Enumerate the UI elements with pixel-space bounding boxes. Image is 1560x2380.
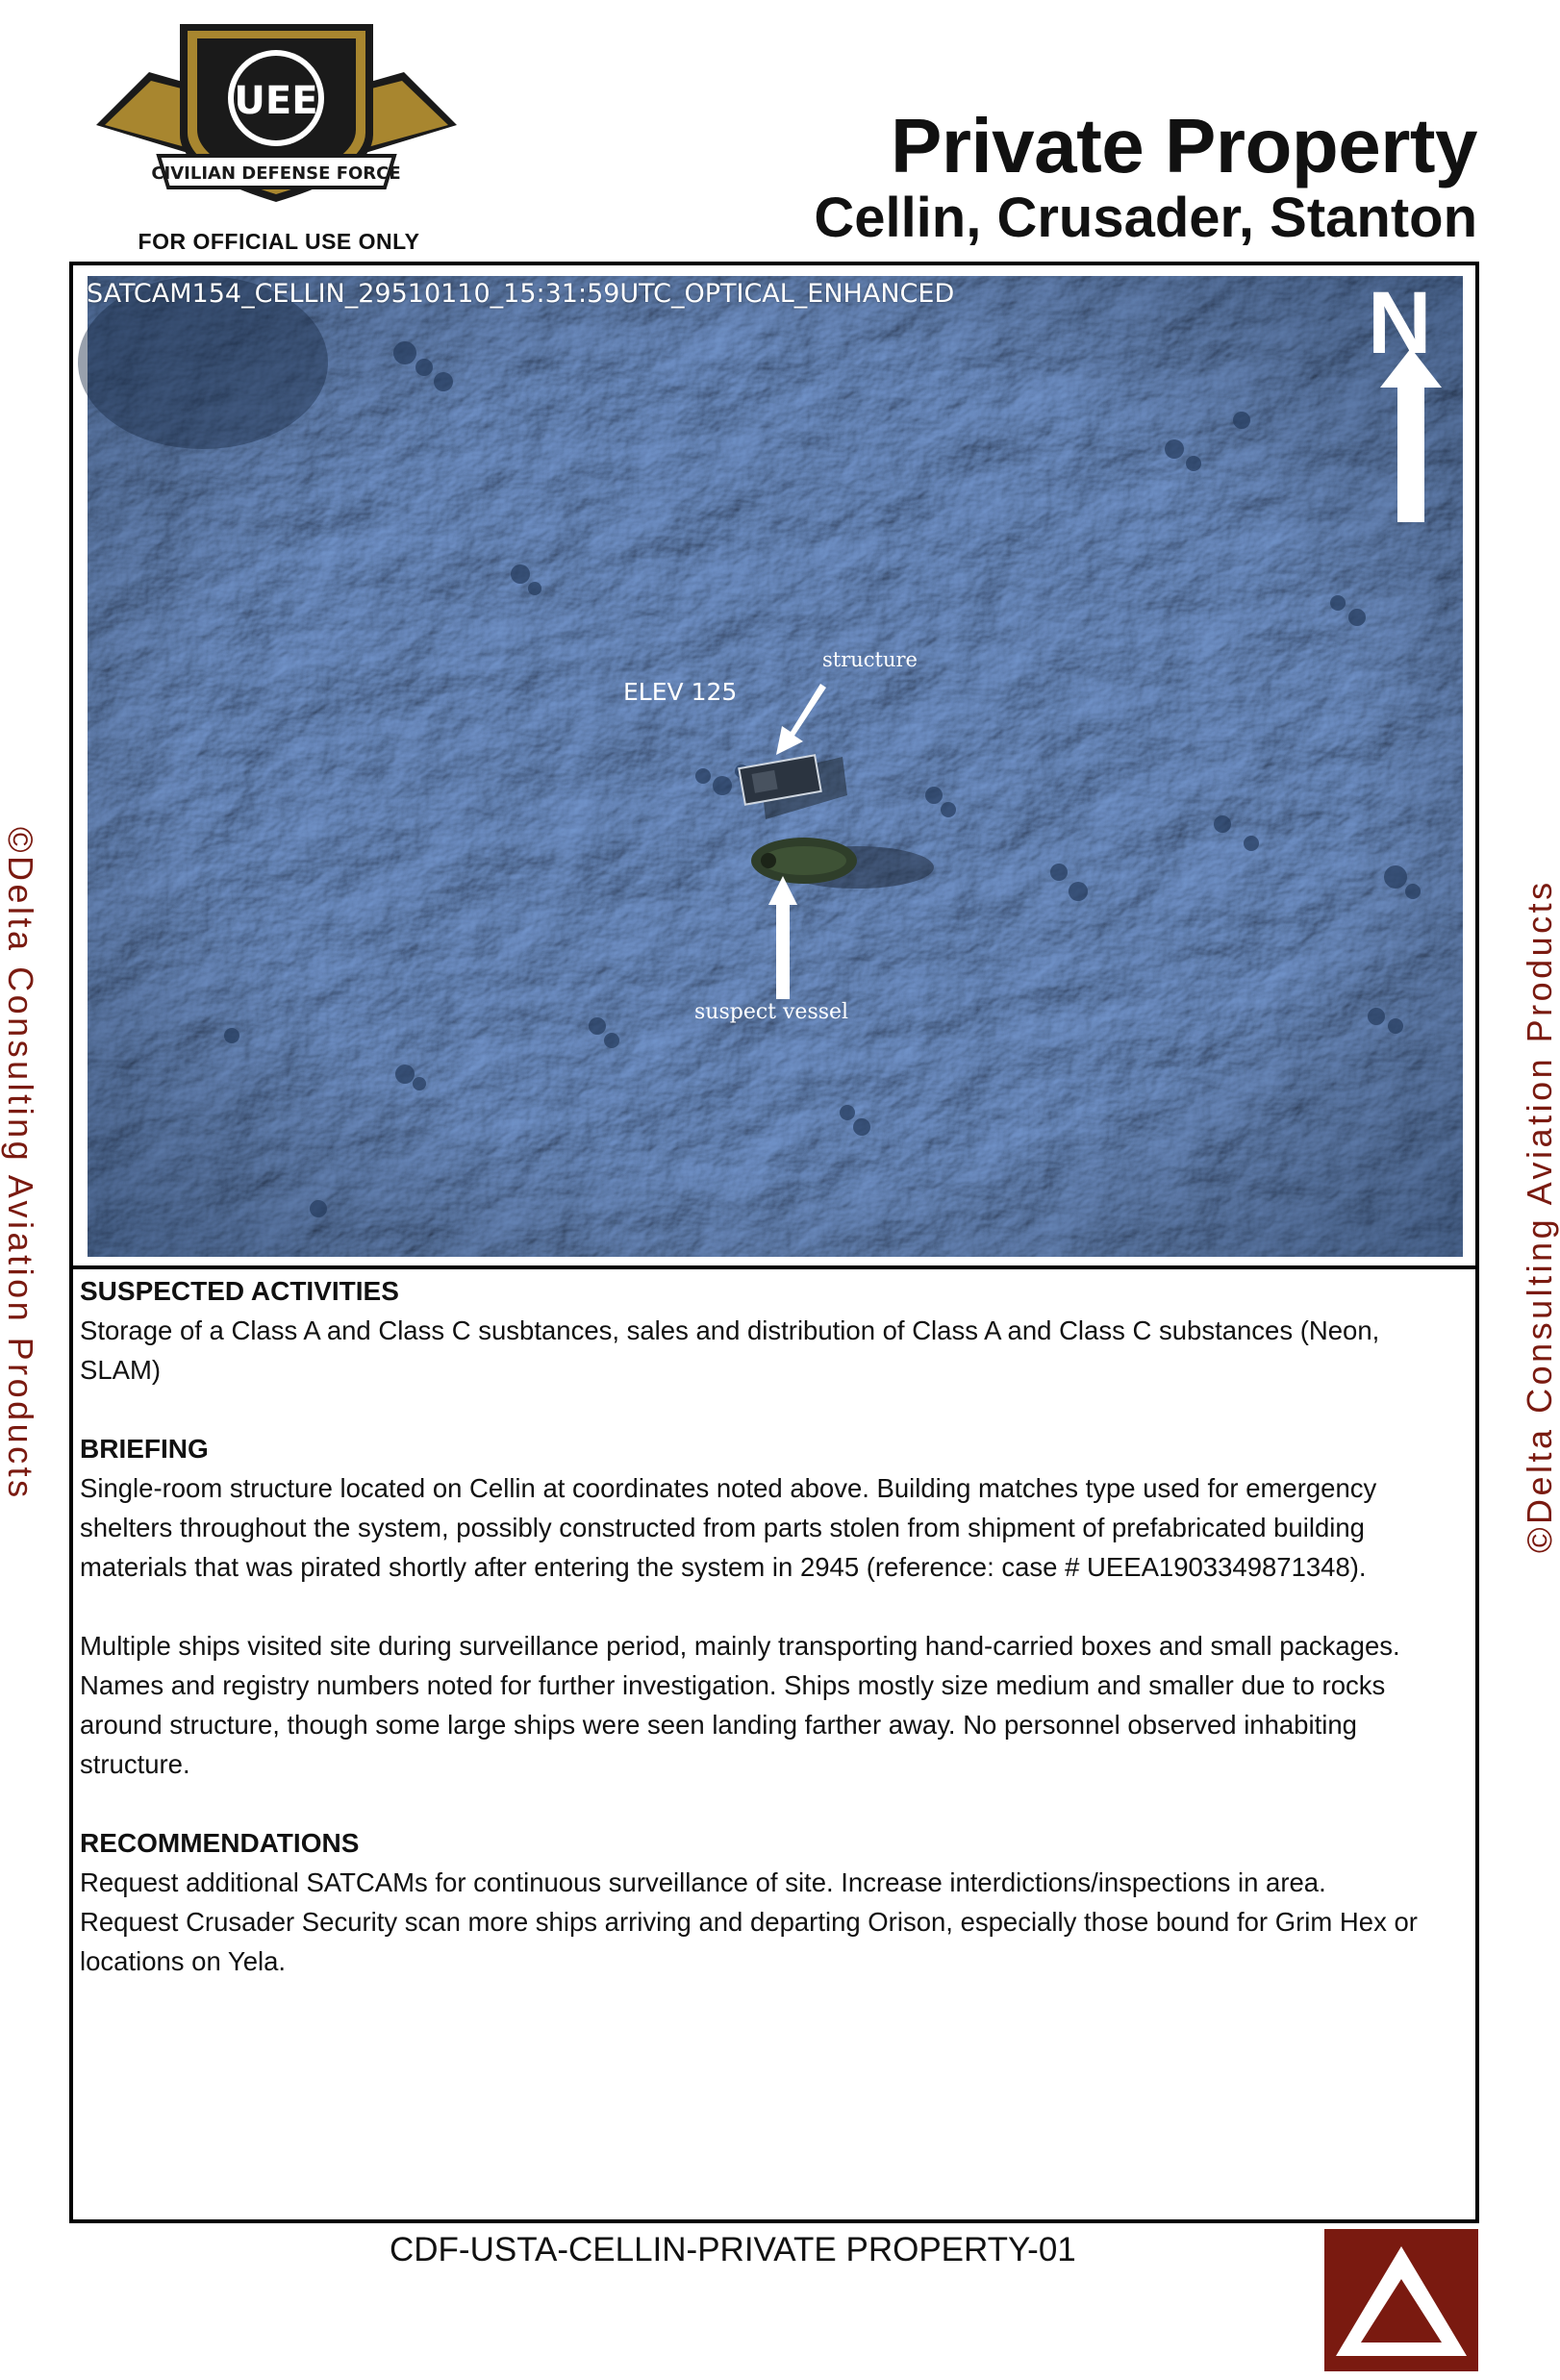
activities-text: Storage of a Class A and Class C susbtances, sales and distribution of Class A and Class C substances (Neon, SLAM) <box>80 1315 1380 1385</box>
page-title: Private Property <box>890 103 1477 188</box>
briefing-heading: BRIEFING <box>80 1434 209 1464</box>
vessel-label: suspect vessel <box>694 1000 849 1024</box>
document-code: CDF-USTA-CELLIN-PRIVATE PROPERTY-01 <box>390 2231 1076 2268</box>
page-subtitle: Cellin, Crusader, Stanton <box>814 187 1477 249</box>
section-divider <box>73 1265 1475 1269</box>
copyright-left: ©Delta Consulting Aviation Products <box>1 827 40 1501</box>
report-body <box>80 1271 1426 1981</box>
copyright-right: ©Delta Consulting Aviation Products <box>1520 879 1559 1553</box>
satellite-image <box>88 276 1463 1257</box>
elevation-label: ELEV 125 <box>623 678 738 706</box>
activities-heading: SUSPECTED ACTIVITIES <box>80 1276 399 1306</box>
briefing-paragraph-2: Multiple ships visited site during surveillance period, mainly transporting hand-carried boxes and small packages. Names and registry numbers noted for further investigation. Ships mostly size medium and smaller due to rocks around structure, though some large ships were seen landing farther away. No personnel observed inhabiting structure. <box>80 1631 1400 1779</box>
recommendations-heading: RECOMMENDATIONS <box>80 1828 360 1858</box>
vessel-pointer-shaft <box>776 901 790 999</box>
official-use-label: FOR OFFICIAL USE ONLY <box>138 229 420 254</box>
recommendations-text: Request additional SATCAMs for continuous surveillance of site. Increase interdictions/inspections in area. Request Crusader Security scan more ships arriving and departing Orison, especially those bound for Grim Hex or locations on Yela. <box>80 1867 1418 1976</box>
north-label: N <box>1368 274 1432 372</box>
logo-monogram: UEE <box>234 79 318 123</box>
structure-label: structure <box>822 648 918 671</box>
satcam-caption: SATCAM154_CELLIN_29510110_15:31:59UTC_OPTICAL_ENHANCED <box>87 279 955 309</box>
logo-banner: CIVILIAN DEFENSE FORCE <box>151 163 401 184</box>
uee-cdf-logo <box>91 19 462 207</box>
delta-logo <box>1324 2229 1478 2371</box>
briefing-paragraph-1: Single-room structure located on Cellin at coordinates noted above. Building matches type used for emergency shelters throughout the system, possibly constructed from parts stolen from shipment of prefabricated building materials that was pirated shortly after entering the system in 2945 (reference: case # UEEA1903349871348). <box>80 1473 1377 1582</box>
